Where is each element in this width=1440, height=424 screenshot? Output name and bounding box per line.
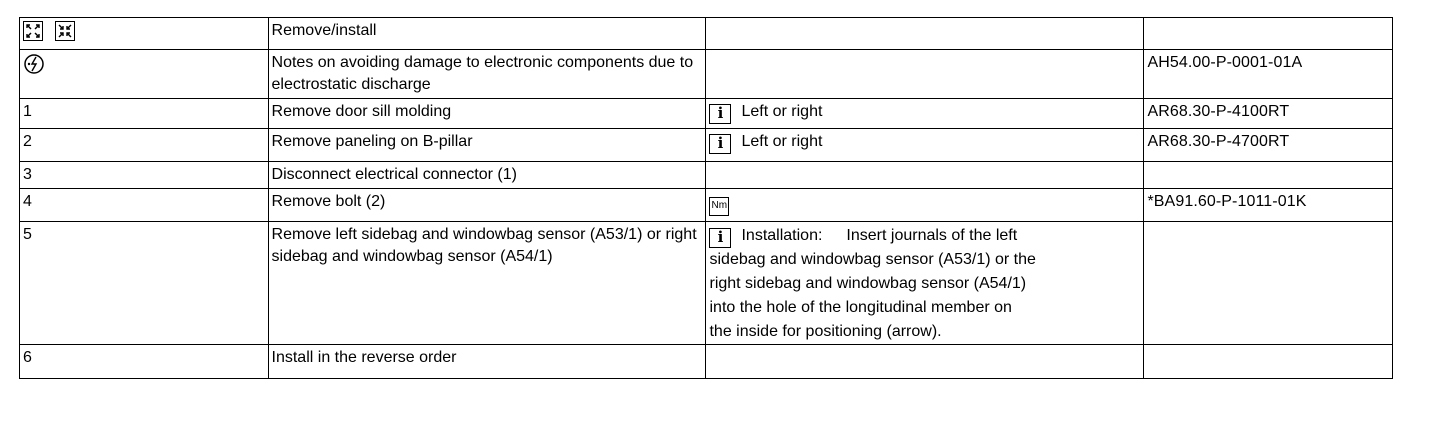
reference-cell[interactable]: *BA91.60-P-1011-01K [1144, 189, 1393, 222]
description-cell: Remove left sidebag and windowbag sensor (A53/1) or right sidebag and windowbag sensor (A54/1) [268, 222, 706, 345]
step-cell: 1 [20, 99, 269, 129]
table-row [20, 99, 1393, 129]
collapse-arrows-icon[interactable] [55, 21, 75, 41]
torque-nm-icon[interactable]: Nm [709, 197, 729, 216]
reference-cell [1144, 18, 1393, 50]
reference-cell [1144, 162, 1393, 189]
description-cell: Remove/install [268, 18, 706, 50]
step-cell [20, 18, 269, 50]
step-cell [20, 50, 269, 99]
description-cell: Install in the reverse order [268, 345, 706, 379]
note-cell [706, 129, 1144, 162]
description-cell: Disconnect electrical connector (1) [268, 162, 706, 189]
note-text: Insert journals of the left [846, 227, 1018, 244]
table-row [20, 162, 1393, 189]
note-cell [706, 345, 1144, 379]
info-icon[interactable]: i [709, 134, 731, 154]
info-icon[interactable]: i [709, 228, 731, 248]
description-cell: Remove paneling on B-pillar [268, 129, 706, 162]
note-text: Left or right [741, 103, 823, 120]
expand-arrows-icon[interactable] [23, 21, 43, 41]
reference-cell[interactable]: AH54.00-P-0001-01A [1144, 50, 1393, 99]
note-cell [706, 162, 1144, 189]
note-cell [706, 50, 1144, 99]
note-text: Left or right [741, 133, 823, 150]
step-cell: 4 [20, 189, 269, 222]
reference-cell [1144, 345, 1393, 379]
note-cell [706, 18, 1144, 50]
reference-cell[interactable]: AR68.30-P-4700RT [1144, 129, 1393, 162]
note-cell [706, 222, 1144, 345]
note-cell [706, 99, 1144, 129]
installation-note [709, 224, 1140, 344]
step-cell: 3 [20, 162, 269, 189]
procedure-table [19, 17, 1393, 379]
step-cell: 2 [20, 129, 269, 162]
step-cell: 6 [20, 345, 269, 379]
table-row [20, 129, 1393, 162]
info-icon[interactable]: i [709, 104, 731, 124]
description-cell: Notes on avoiding damage to electronic components due to electrostatic discharge [268, 50, 706, 99]
reference-cell[interactable]: AR68.30-P-4100RT [1144, 99, 1393, 129]
reference-cell [1144, 222, 1393, 345]
table-row [20, 189, 1393, 222]
table-row [20, 222, 1393, 345]
esd-warning-icon [23, 53, 43, 73]
description-cell: Remove bolt (2) [268, 189, 706, 222]
description-cell: Remove door sill molding [268, 99, 706, 129]
step-cell: 5 [20, 222, 269, 345]
note-detail: sidebag and windowbag sensor (A53/1) or the right sidebag and windowbag sensor (A54/1) into the hole of the longitudinal member on the inside for positioning (arrow). [709, 251, 1036, 340]
note-cell [706, 189, 1144, 222]
table-row [20, 345, 1393, 379]
note-label: Installation: [741, 227, 823, 244]
table-row [20, 50, 1393, 99]
table-row [20, 18, 1393, 50]
